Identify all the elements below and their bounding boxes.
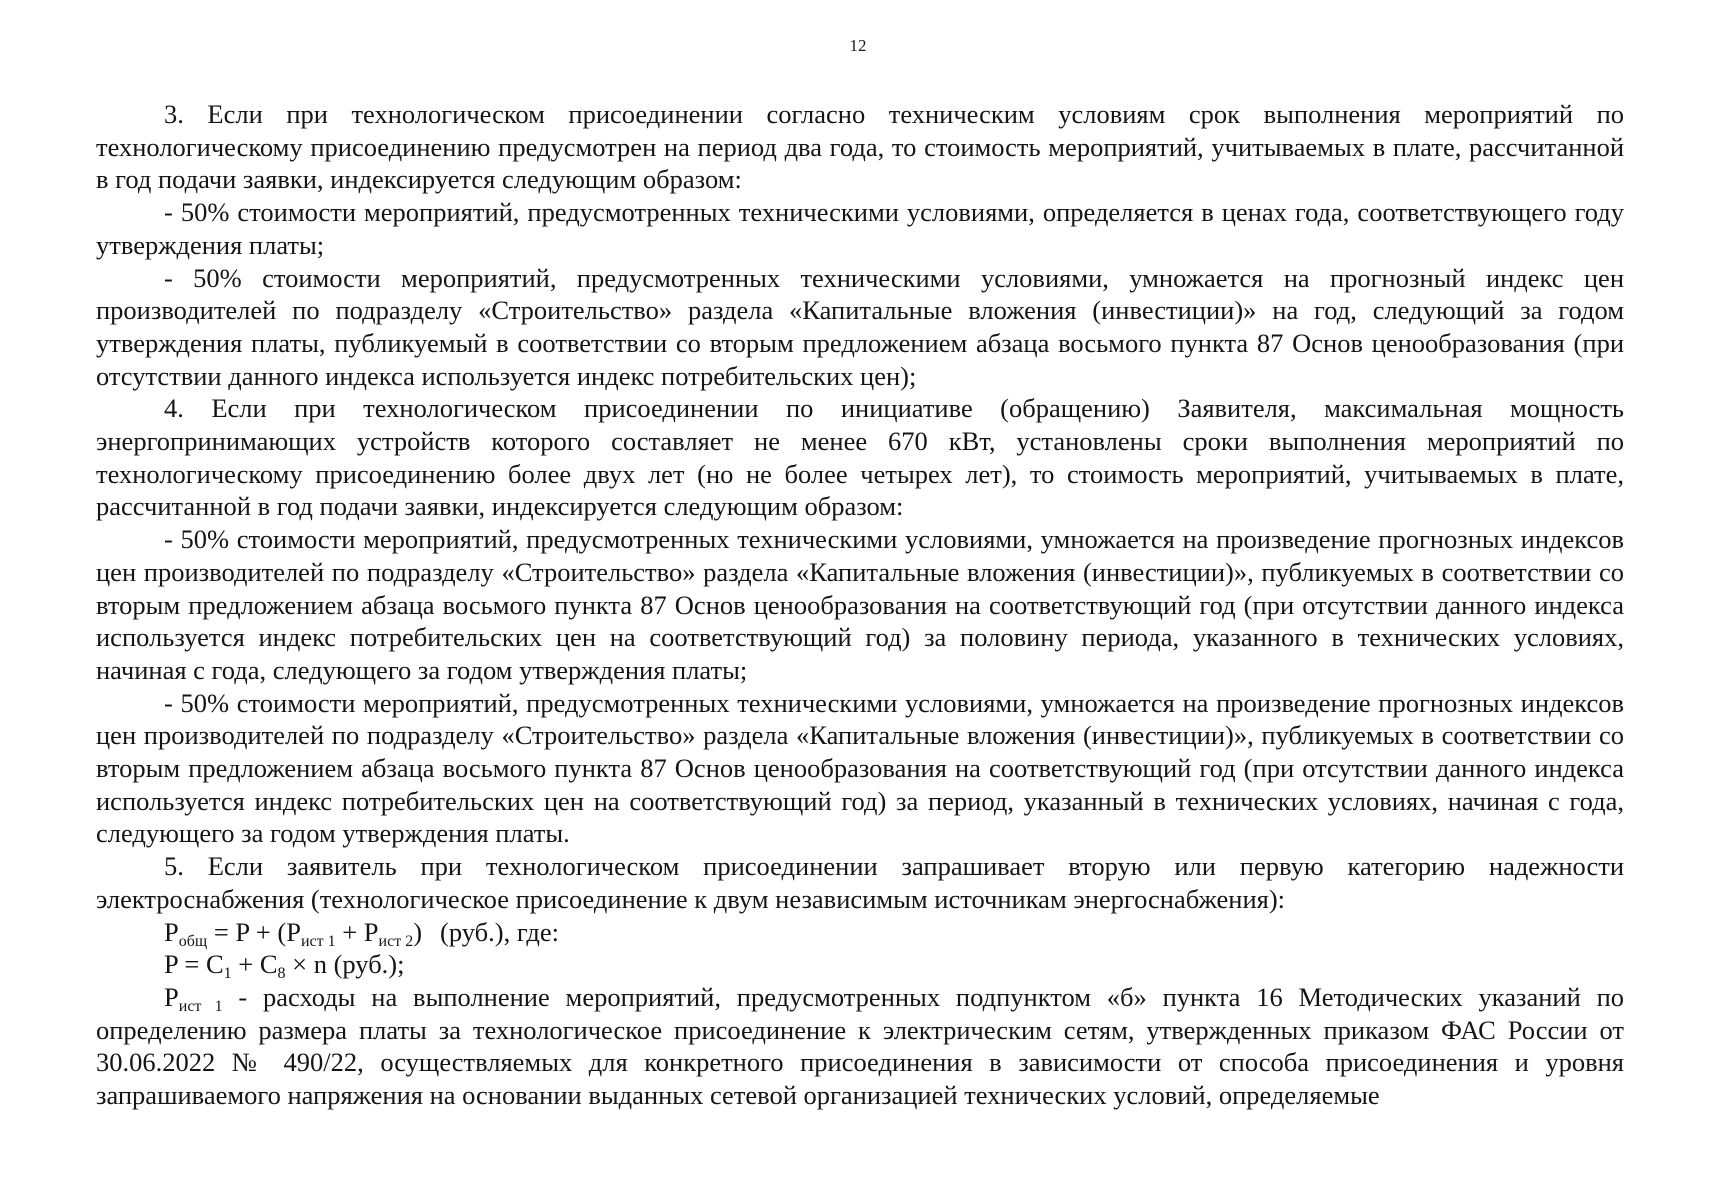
- formula-sub-b: ист 2: [378, 932, 414, 950]
- formula2-end: × n (руб.);: [285, 949, 405, 980]
- formula-base-cost: [96, 948, 1624, 981]
- formula2-start: P = C: [164, 949, 224, 980]
- paragraph-3-bullet-1: - 50% стоимости мероприятий, предусмотренных техническими условиями, определяется в ценах года, соответствующего году утверждения платы;: [96, 197, 1624, 260]
- formula-sub-a: ист 1: [300, 932, 336, 950]
- formula-plus: + P: [335, 916, 379, 947]
- page-number: 12: [849, 36, 867, 55]
- paragraph-5: 5. Если заявитель при технологическом присоединении запрашивает вторую или первую категорию надежности электроснабжения (технологическое присоединение к двум независимым источникам энергоснабжения):: [96, 851, 1624, 914]
- p-ist-text: - расходы на выполнение мероприятий, предусмотренных подпунктом «б» пункта 16 Методических указаний по определению размера платы за технологическое присоединение к электрическим сетям, утвержденных приказом ФАС России от 30.06.2022 № 490/22, осуществляемых для конкретного присоединения в зависимости от способа присоединения и уровня запрашиваемого напряжения на основании выданных сетевой организацией технических условий, определяемые: [96, 981, 1624, 1111]
- formula-lhs-subscript: общ: [178, 932, 208, 950]
- formula2-sub-1: 1: [223, 965, 232, 983]
- paragraph-4-bullet-2: - 50% стоимости мероприятий, предусмотренных техническими условиями, умножается на произведение прогнозных индексов цен производителей по подразделу «Строительство» раздела «Капитальные вложения (инвестиции)», публикуемых в соответствии со вторым предложением абзаца восьмого пункта 87 Основ ценообразования на соответствующий год (при отсутствии данного индекса используется индекс потребительских цен на соответствующий год) за период, указанный в технических условиях, начиная с года, следующего за годом утверждения платы.: [96, 687, 1624, 849]
- p-ist-symbol: P: [164, 981, 179, 1012]
- formula2-mid: + C: [231, 949, 278, 980]
- formula-unit: (руб.), где:: [440, 916, 559, 947]
- paragraph-4: 4. Если при технологическом присоединении по инициативе (обращению) Заявителя, максимальная мощность энергопринимающих устройств которого составляет не менее 670 кВт, установлены сроки выполнения мероприятий по технологическому присоединению более двух лет (но не более четырех лет), то стоимость мероприятий, учитываемых в плате, рассчитанной в год подачи заявки, индексируется следующим образом:: [96, 393, 1624, 522]
- paragraph-3-bullet-2: - 50% стоимости мероприятий, предусмотренных техническими условиями, умножается на прогнозный индекс цен производителей по подразделу «Строительство» раздела «Капитальные вложения (инвестиции)» на год, следующий за годом утверждения платы, публикуемый в соответствии со вторым предложением абзаца восьмого пункта 87 Основ ценообразования (при отсутствии данного индекса используется индекс потребительских цен);: [96, 262, 1624, 391]
- formula-total-cost: [96, 916, 1624, 949]
- document-body: [96, 98, 1624, 1112]
- formula2-sub-8: 8: [277, 965, 286, 983]
- formula-close: ): [413, 916, 423, 947]
- paragraph-3: 3. Если при технологическом присоединении согласно техническим условиям срок выполнения мероприятий по технологическому присоединению предусмотрен на период два года, то стоимость мероприятий, учитываемых в плате, рассчитанной в год подачи заявки, индексируется следующим образом:: [96, 99, 1624, 195]
- p-ist-subscript: ист 1: [178, 997, 223, 1015]
- formula-eq-open: = P + (P: [207, 916, 301, 947]
- paragraph-4-bullet-1: - 50% стоимости мероприятий, предусмотренных техническими условиями, умножается на произведение прогнозных индексов цен производителей по подразделу «Строительство» раздела «Капитальные вложения (инвестиции)», публикуемых в соответствии со вторым предложением абзаца восьмого пункта 87 Основ ценообразования на соответствующий год (при отсутствии данного индекса используется индекс потребительских цен на соответствующий год) за половину периода, указанного в технических условиях, начиная с года, следующего за годом утверждения платы;: [96, 524, 1624, 685]
- formula-lhs: P: [164, 916, 179, 947]
- paragraph-p-ist-1: [96, 981, 1624, 1112]
